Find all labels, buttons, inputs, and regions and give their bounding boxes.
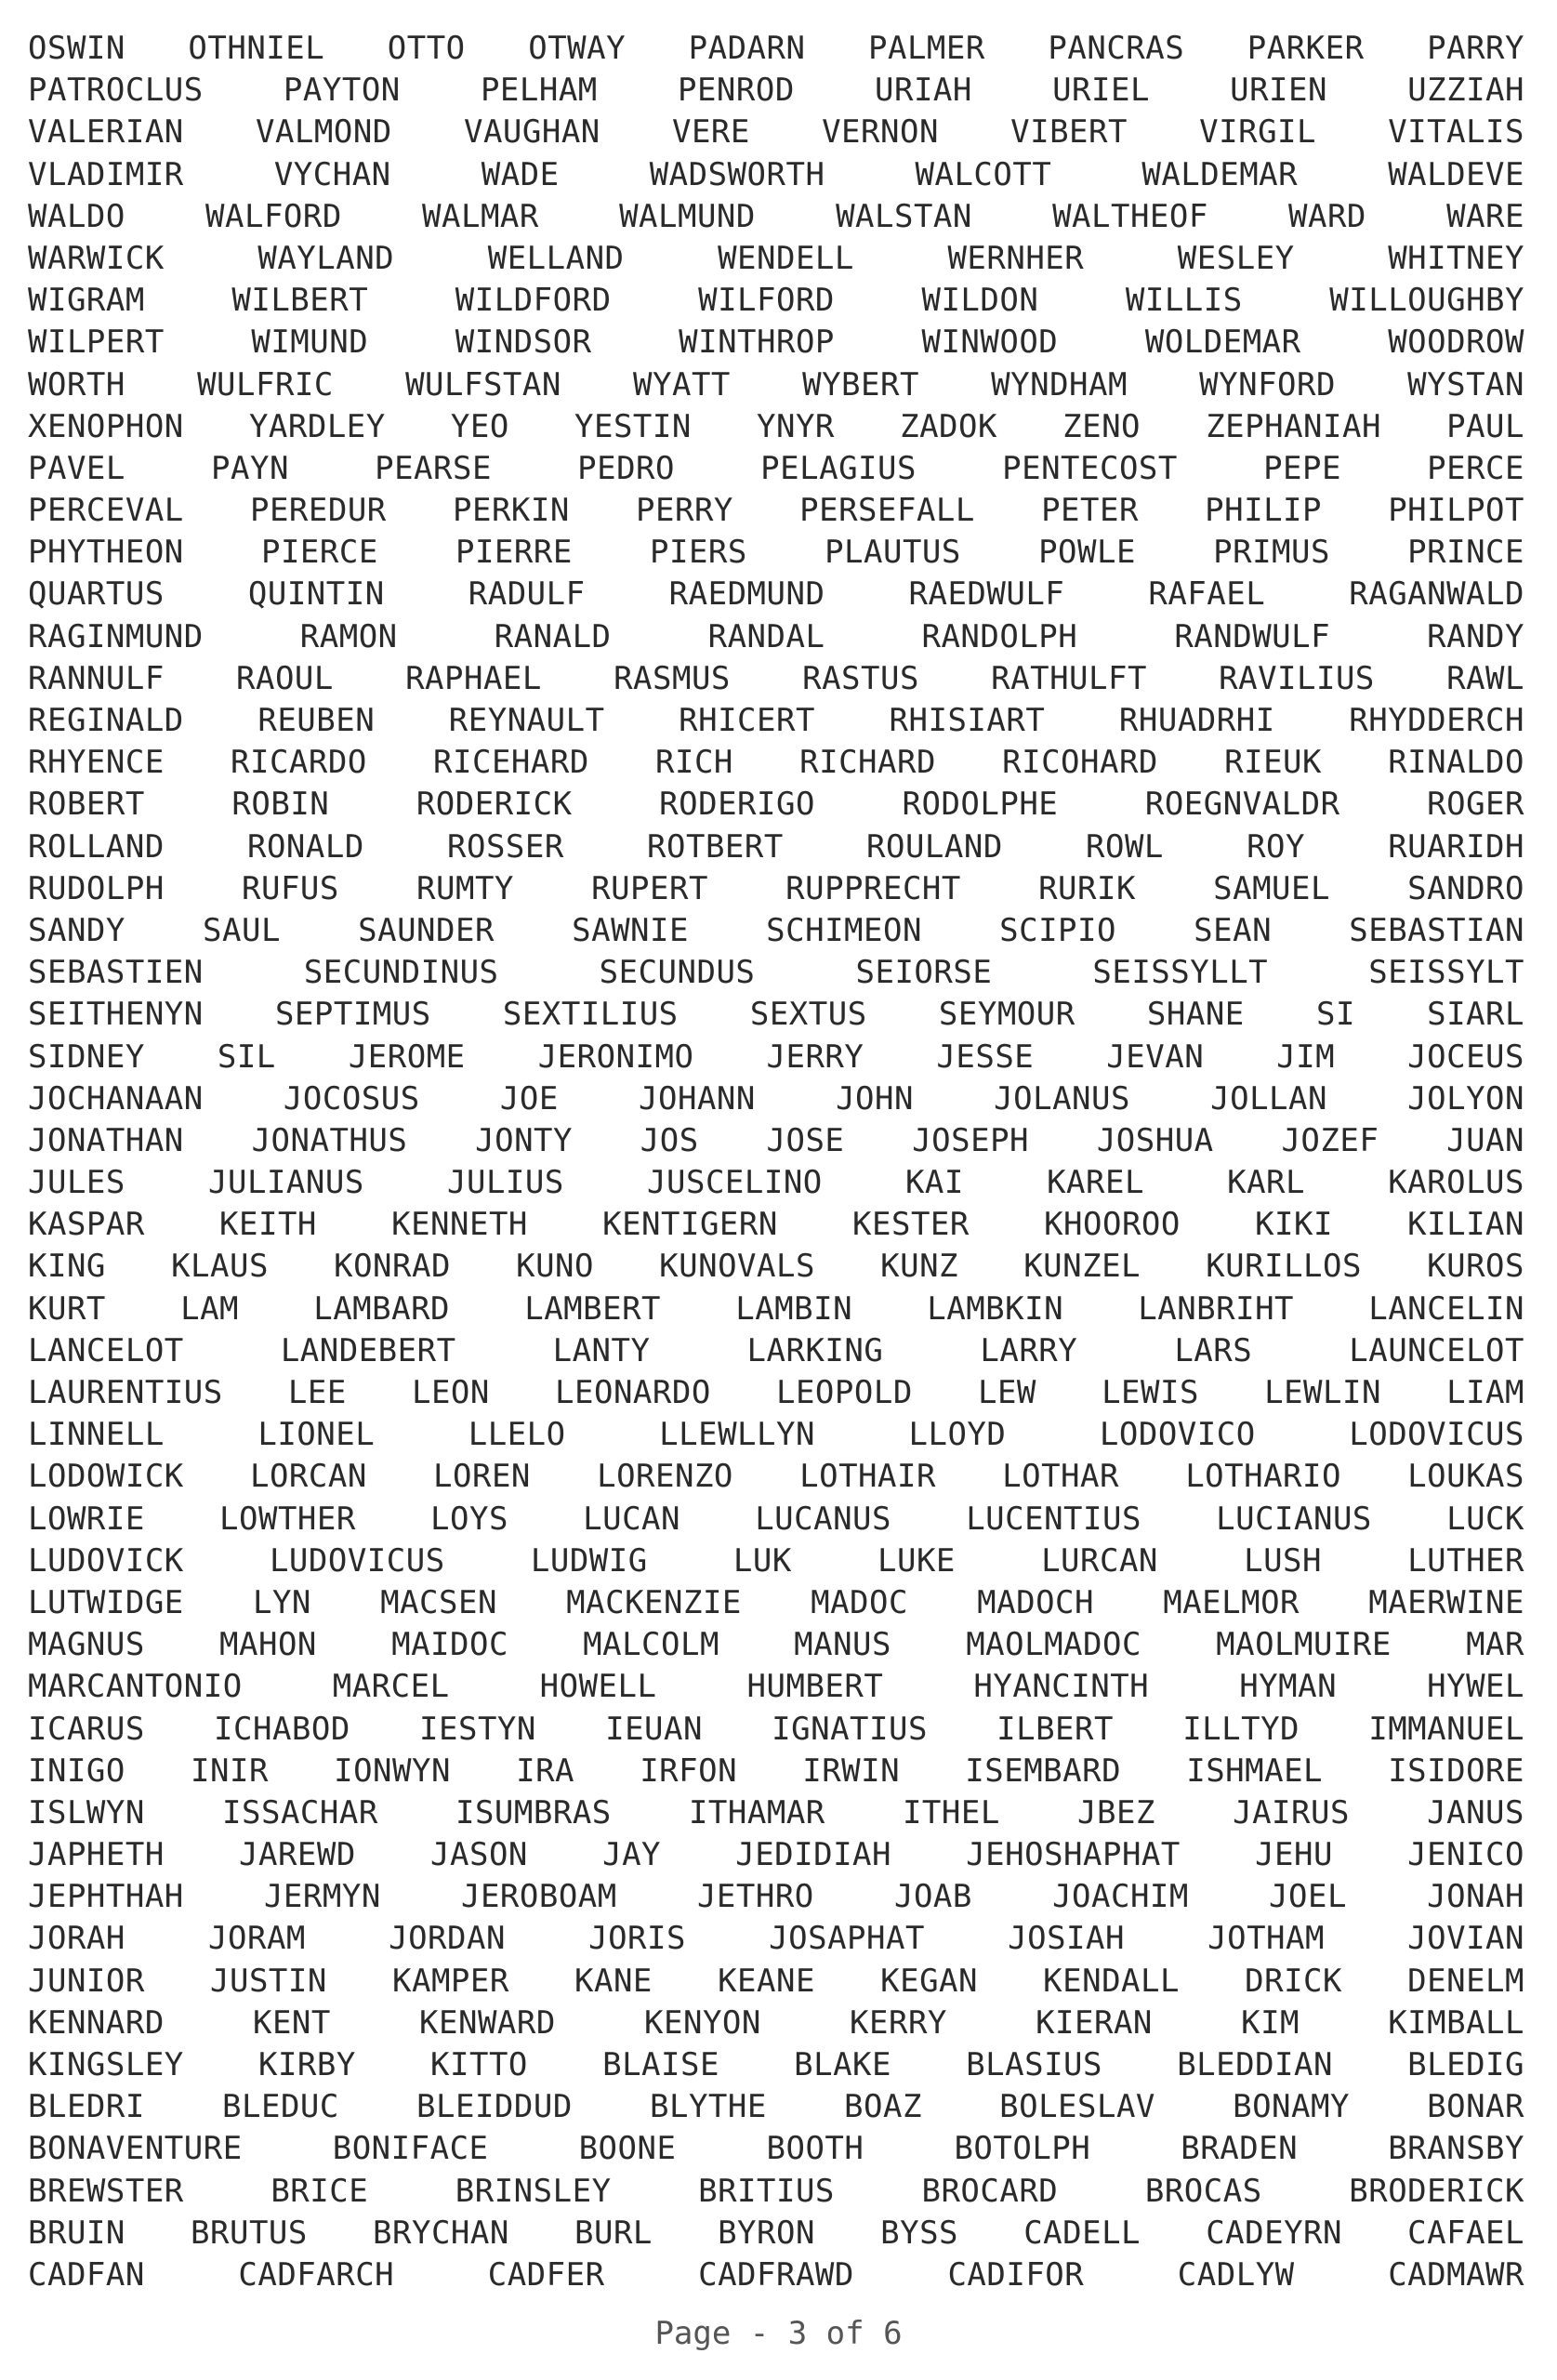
name-line: QUARTUS QUINTIN RADULF RAEDMUND RAEDWULF RAFAEL RAGANWALD — [28, 575, 1524, 614]
name-line: BREWSTER BRICE BRINSLEY BRITIUS BROCARD BROCAS BRODERICK — [28, 2172, 1524, 2210]
name-line: INIGO INIR IONWYN IRA IRFON IRWIN ISEMBARD ISHMAEL ISIDORE — [28, 1752, 1524, 1790]
name-line: BRUIN BRUTUS BRYCHAN BURL BYRON BYSS CADELL CADEYRN CAFAEL — [28, 2214, 1524, 2252]
name-line: OSWIN OTHNIEL OTTO OTWAY PADARN PALMER PANCRAS PARKER PARRY — [28, 30, 1524, 67]
name-line: KINGSLEY KIRBY KITTO BLAISE BLAKE BLASIUS BLEDDIAN BLEDIG — [28, 2046, 1524, 2083]
name-line: VALERIAN VALMOND VAUGHAN VERE VERNON VIBERT VIRGIL VITALIS — [28, 113, 1524, 152]
name-line: SEBASTIEN SECUNDINUS SECUNDUS SEIORSE SEISSYLLT SEISSYLT — [28, 954, 1524, 992]
name-line: REGINALD REUBEN REYNAULT RHICERT RHISIART RHUADRHI RHYDDERCH — [28, 702, 1524, 739]
name-line: RAGINMUND RAMON RANALD RANDAL RANDOLPH RANDWULF RANDY — [28, 617, 1524, 655]
name-line: LODOWICK LORCAN LOREN LORENZO LOTHAIR LOTHAR LOTHARIO LOUKAS — [28, 1458, 1524, 1496]
name-line: MARCANTONIO MARCEL HOWELL HUMBERT HYANCINTH HYMAN HYWEL — [28, 1668, 1524, 1706]
name-line: BONAVENTURE BONIFACE BOONE BOOTH BOTOLPH BRADEN BRANSBY — [28, 2130, 1524, 2168]
name-line: CADFAN CADFARCH CADFER CADFRAWD CADIFOR CADLYW CADMAWR — [28, 2255, 1524, 2294]
name-line: JEPHTHAH JERMYN JEROBOAM JETHRO JOAB JOACHIM JOEL JONAH — [28, 1878, 1524, 1916]
name-line: BLEDRI BLEDUC BLEIDDUD BLYTHE BOAZ BOLESLAV BONAMY BONAR — [28, 2088, 1524, 2126]
name-line: PERCEVAL PEREDUR PERKIN PERRY PERSEFALL PETER PHILIP PHILPOT — [28, 492, 1524, 530]
name-line: JUNIOR JUSTIN KAMPER KANE KEANE KEGAN KENDALL DRICK DENELM — [28, 1962, 1524, 2000]
name-line: SIDNEY SIL JEROME JERONIMO JERRY JESSE JEVAN JIM JOCEUS — [28, 1038, 1524, 1076]
name-line: JONATHAN JONATHUS JONTY JOS JOSE JOSEPH JOSHUA JOZEF JUAN — [28, 1121, 1524, 1159]
name-line: JULES JULIANUS JULIUS JUSCELINO KAI KAREL KARL KAROLUS — [28, 1164, 1524, 1202]
name-line: LAURENTIUS LEE LEON LEONARDO LEOPOLD LEW LEWIS LEWLIN LIAM — [28, 1374, 1524, 1411]
name-line: JOCHANAAN JOCOSUS JOE JOHANN JOHN JOLANUS JOLLAN JOLYON — [28, 1079, 1524, 1117]
name-line: XENOPHON YARDLEY YEO YESTIN YNYR ZADOK ZENO ZEPHANIAH PAUL — [28, 407, 1524, 445]
name-list — [28, 28, 1524, 2296]
name-line: RUDOLPH RUFUS RUMTY RUPERT RUPPRECHT RURIK SAMUEL SANDRO — [28, 869, 1524, 907]
name-line: LOWRIE LOWTHER LOYS LUCAN LUCANUS LUCENTIUS LUCIANUS LUCK — [28, 1500, 1524, 1538]
name-line: ICARUS ICHABOD IESTYN IEUAN IGNATIUS ILBERT ILLTYD IMMANUEL — [28, 1710, 1524, 1748]
name-line: MAGNUS MAHON MAIDOC MALCOLM MANUS MAOLMADOC MAOLMUIRE MAR — [28, 1626, 1524, 1664]
name-line: WALDO WALFORD WALMAR WALMUND WALSTAN WALTHEOF WARD WARE — [28, 197, 1524, 235]
name-line: LANCELOT LANDEBERT LANTY LARKING LARRY LARS LAUNCELOT — [28, 1331, 1524, 1369]
name-line: WILPERT WIMUND WINDSOR WINTHROP WINWOOD WOLDEMAR WOODROW — [28, 324, 1524, 362]
name-line: SANDY SAUL SAUNDER SAWNIE SCHIMEON SCIPIO SEAN SEBASTIAN — [28, 911, 1524, 949]
name-line: PATROCLUS PAYTON PELHAM PENROD URIAH URIEL URIEN UZZIAH — [28, 72, 1524, 110]
name-line: LUTWIDGE LYN MACSEN MACKENZIE MADOC MADOCH MAELMOR MAERWINE — [28, 1583, 1524, 1621]
name-line: WARWICK WAYLAND WELLAND WENDELL WERNHER WESLEY WHITNEY — [28, 239, 1524, 277]
name-line: WIGRAM WILBERT WILDFORD WILFORD WILDON WILLIS WILLOUGHBY — [28, 282, 1524, 320]
name-line: KURT LAM LAMBARD LAMBERT LAMBIN LAMBKIN LANBRIHT LANCELIN — [28, 1289, 1524, 1328]
name-line: VLADIMIR VYCHAN WADE WADSWORTH WALCOTT WALDEMAR WALDEVE — [28, 155, 1524, 193]
name-line: RHYENCE RICARDO RICEHARD RICH RICHARD RICOHARD RIEUK RINALDO — [28, 744, 1524, 782]
name-line: LUDOVICK LUDOVICUS LUDWIG LUK LUKE LURCAN LUSH LUTHER — [28, 1541, 1524, 1580]
name-line: SEITHENYN SEPTIMUS SEXTILIUS SEXTUS SEYMOUR SHANE SI SIARL — [28, 996, 1524, 1034]
name-line: PHYTHEON PIERCE PIERRE PIERS PLAUTUS POWLE PRIMUS PRINCE — [28, 534, 1524, 572]
name-line: ROLLAND RONALD ROSSER ROTBERT ROULAND ROWL ROY RUARIDH — [28, 827, 1524, 866]
name-line: KASPAR KEITH KENNETH KENTIGERN KESTER KHOOROO KIKI KILIAN — [28, 1206, 1524, 1244]
page-number: Page - 3 of 6 — [654, 2315, 903, 2352]
name-line: WORTH WULFRIC WULFSTAN WYATT WYBERT WYNDHAM WYNFORD WYSTAN — [28, 365, 1524, 403]
name-line: JORAH JORAM JORDAN JORIS JOSAPHAT JOSIAH JOTHAM JOVIAN — [28, 1920, 1524, 1958]
name-line: ISLWYN ISSACHAR ISUMBRAS ITHAMAR ITHEL JBEZ JAIRUS JANUS — [28, 1793, 1524, 1831]
name-line: LINNELL LIONEL LLELO LLEWLLYN LLOYD LODOVICO LODOVICUS — [28, 1416, 1524, 1454]
name-line: PAVEL PAYN PEARSE PEDRO PELAGIUS PENTECOST PEPE PERCE — [28, 449, 1524, 487]
name-line: KENNARD KENT KENWARD KENYON KERRY KIERAN KIM KIMBALL — [28, 2003, 1524, 2042]
name-line: RANNULF RAOUL RAPHAEL RASMUS RASTUS RATHULFT RAVILIUS RAWL — [28, 659, 1524, 697]
name-line: KING KLAUS KONRAD KUNO KUNOVALS KUNZ KUNZEL KURILLOS KUROS — [28, 1248, 1524, 1286]
name-line: ROBERT ROBIN RODERICK RODERIGO RODOLPHE ROEGNVALDR ROGER — [28, 786, 1524, 824]
name-line: JAPHETH JAREWD JASON JAY JEDIDIAH JEHOSHAPHAT JEHU JENICO — [28, 1836, 1524, 1874]
